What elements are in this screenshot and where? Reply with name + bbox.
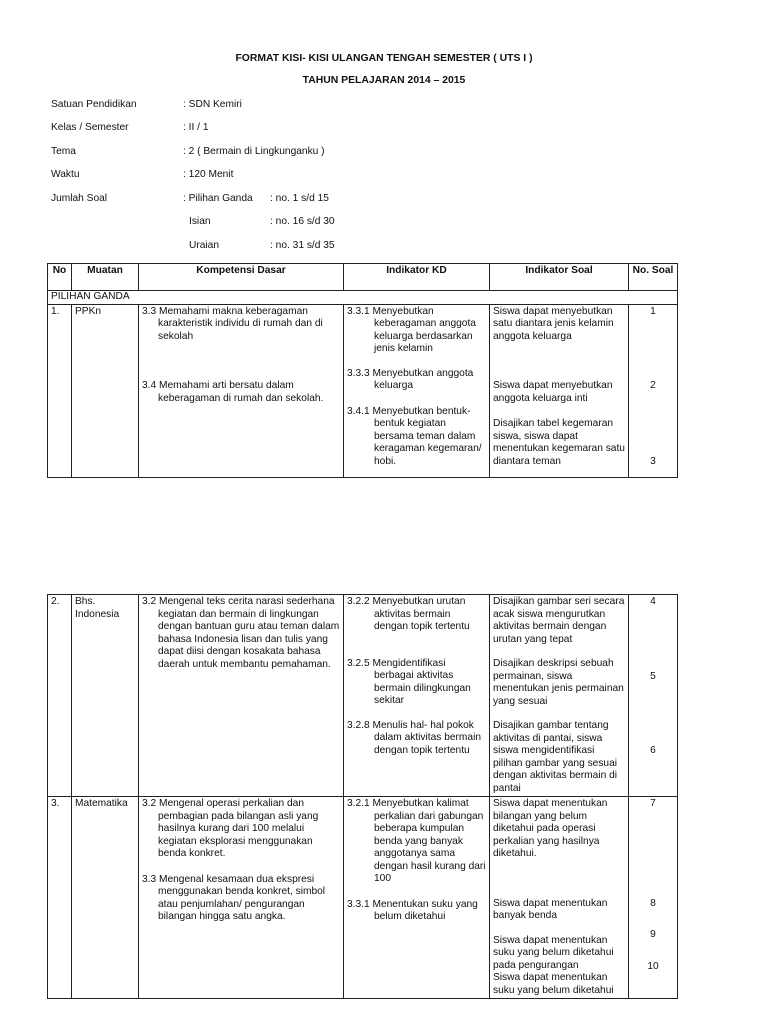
row-kd	[139, 304, 344, 478]
row-no-soal	[629, 595, 678, 797]
row-no-soal	[629, 797, 678, 999]
indikator-soal-item: Siswa dapat menentukan bilangan yang belum diketahui pada operasi perkalian yang hasilnya diketahui.	[493, 798, 608, 859]
row-indikator-kd	[344, 595, 490, 797]
no-soal: 7	[650, 798, 656, 809]
uraian-range: : no. 31 s/d 35	[270, 240, 335, 251]
row-kd	[139, 595, 344, 797]
indikator-soal-item: Siswa dapat menyebutkan anggota keluarga inti	[493, 380, 613, 404]
indikator-kd-item: 3.3.1 Menentukan suku yang belum diketahui	[347, 898, 478, 922]
document-title: FORMAT KISI- KISI ULANGAN TENGAH SEMESTER ( UTS I )	[235, 53, 533, 64]
kisi-table-part1	[47, 263, 678, 478]
section-label: PILIHAN GANDA	[48, 291, 678, 305]
header-no: No	[48, 264, 72, 291]
jumlah-label: Jumlah Soal	[51, 193, 108, 204]
indikator-kd-item: 3.2.5 Mengidentifikasi berbagai aktivitas bermain dilingkungan sekitar	[347, 657, 471, 706]
isian-range: : no. 16 s/d 30	[270, 216, 335, 227]
no-soal: 10	[647, 960, 659, 972]
kd-item: 3.3 Memahami makna keberagaman karakteristik individu di rumah dan di sekolah	[142, 305, 323, 342]
kelas-value: : II / 1	[183, 122, 209, 133]
satuan-value: : SDN Kemiri	[183, 99, 242, 110]
kd-item: 3.2 Mengenal teks cerita narasi sederhana kegiatan dan bermain di lingkungan dengan bantuan guru atau teman dalam bahasa Indonesia lisan dan tulis yang dapat diisi dengan kosakata bahasa daerah untuk membantu pemahaman.	[142, 596, 340, 670]
indikator-soal-item: Disajikan gambar seri secara acak siswa mengurutkan aktivitas bermain dengan urutan yang tepat	[493, 596, 625, 645]
no-soal: 3	[650, 455, 656, 467]
table-row	[48, 595, 678, 797]
header-muatan: Muatan	[72, 264, 139, 291]
row-muatan: Bhs. Indonesia	[72, 595, 139, 797]
satuan-label: Satuan Pendidikan	[51, 99, 137, 110]
kisi-table-part2	[47, 594, 678, 999]
no-soal: 6	[650, 745, 656, 756]
no-soal: 9	[650, 929, 656, 940]
section-row	[48, 291, 678, 305]
row-indikator-soal	[490, 304, 629, 478]
header-indikator-soal: Indikator Soal	[490, 264, 629, 291]
indikator-soal-item: Disajikan tabel kegemaran siswa, siswa dapat menentukan kegemaran satu diantara teman	[493, 418, 625, 467]
kd-item: 3.4 Memahami arti bersatu dalam keberagaman di rumah dan sekolah.	[142, 380, 324, 404]
header-kd: Kompetensi Dasar	[139, 264, 344, 291]
jumlah-range: : no. 1 s/d 15	[270, 193, 329, 204]
waktu-value: : 120 Menit	[183, 169, 234, 180]
indikator-soal-item: Siswa dapat menentukan suku yang belum diketahui	[493, 972, 614, 996]
indikator-kd-item: 3.4.1 Menyebutkan bentuk-bentuk kegiatan bersama teman dalam keragaman kegemaran/ hobi.	[347, 405, 482, 467]
row-indikator-soal	[490, 595, 629, 797]
indikator-kd-item: 3.3.3 Menyebutkan anggota keluarga	[347, 367, 474, 391]
indikator-soal-item: Disajikan gambar tentang aktivitas di pantai, siswa siswa mengidentifikasi pilihan gambar yang sesuai dengan aktivitas bermain di pantai	[493, 720, 618, 794]
tema-label: Tema	[51, 146, 76, 157]
row-indikator-kd	[344, 304, 490, 478]
row-indikator-soal	[490, 797, 629, 999]
no-soal: 8	[650, 897, 656, 909]
indikator-soal-item: Disajikan deskripsi sebuah permainan, siswa menentukan jenis permainan yang sesuai	[493, 658, 624, 707]
indikator-soal-item: Siswa dapat menyebutkan satu diantara jenis kelamin anggota keluarga	[493, 305, 614, 342]
jumlah-value: : Pilihan Ganda	[183, 193, 253, 204]
document-year: TAHUN PELAJARAN 2014 – 2015	[302, 75, 466, 86]
kelas-label: Kelas / Semester	[51, 122, 129, 133]
row-muatan: PPKn	[72, 304, 139, 478]
table-header-row	[48, 264, 678, 291]
row-kd	[139, 797, 344, 999]
row-no-soal	[629, 304, 678, 478]
indikator-soal-item: Siswa dapat menentukan suku yang belum diketahui pada pengurangan	[493, 934, 614, 971]
header-no-soal: No. Soal	[629, 264, 678, 291]
row-muatan: Matematika	[72, 797, 139, 999]
waktu-label: Waktu	[51, 169, 80, 180]
indikator-kd-item: 3.2.1 Menyebutkan kalimat perkalian dari gabungan beberapa kumpulan benda yang banyak anggotanya sama dengan hasil kurang dari 100	[347, 798, 486, 884]
indikator-soal-item: Siswa dapat menentukan banyak benda	[493, 897, 608, 921]
header-indikator-kd: Indikator KD	[344, 264, 490, 291]
uraian-label: Uraian	[189, 240, 220, 251]
no-soal: 5	[650, 670, 656, 682]
row-no: 2.	[48, 595, 72, 797]
row-no: 1.	[48, 304, 72, 478]
table-row	[48, 304, 678, 478]
kd-item: 3.3 Mengenal kesamaan dua ekspresi menggunakan benda konkret, simbol atau penjumlahan/ pengurangan bilangan hingga satu angka.	[142, 873, 326, 922]
indikator-kd-item: 3.2.2 Menyebutkan urutan aktivitas bermain dengan topik tertentu	[347, 596, 470, 632]
indikator-kd-item: 3.2.8 Menulis hal- hal pokok dalam aktivitas bermain dengan topik tertentu	[347, 719, 482, 756]
no-soal: 2	[650, 380, 656, 391]
isian-label: Isian	[189, 216, 211, 227]
no-soal: 4	[650, 596, 656, 607]
row-no: 3.	[48, 797, 72, 999]
table-row	[48, 797, 678, 999]
no-soal: 1	[650, 305, 656, 317]
tema-value: : 2 ( Bermain di Lingkunganku )	[183, 146, 325, 157]
kd-item: 3.2 Mengenal operasi perkalian dan pembagian pada bilangan asli yang hasilnya kurang dari 100 melalui kegiatan eksplorasi menggunakan benda konkret.	[142, 798, 319, 859]
indikator-kd-item: 3.3.1 Menyebutkan keberagaman anggota keluarga berdasarkan jenis kelamin	[347, 305, 476, 354]
row-indikator-kd	[344, 797, 490, 999]
